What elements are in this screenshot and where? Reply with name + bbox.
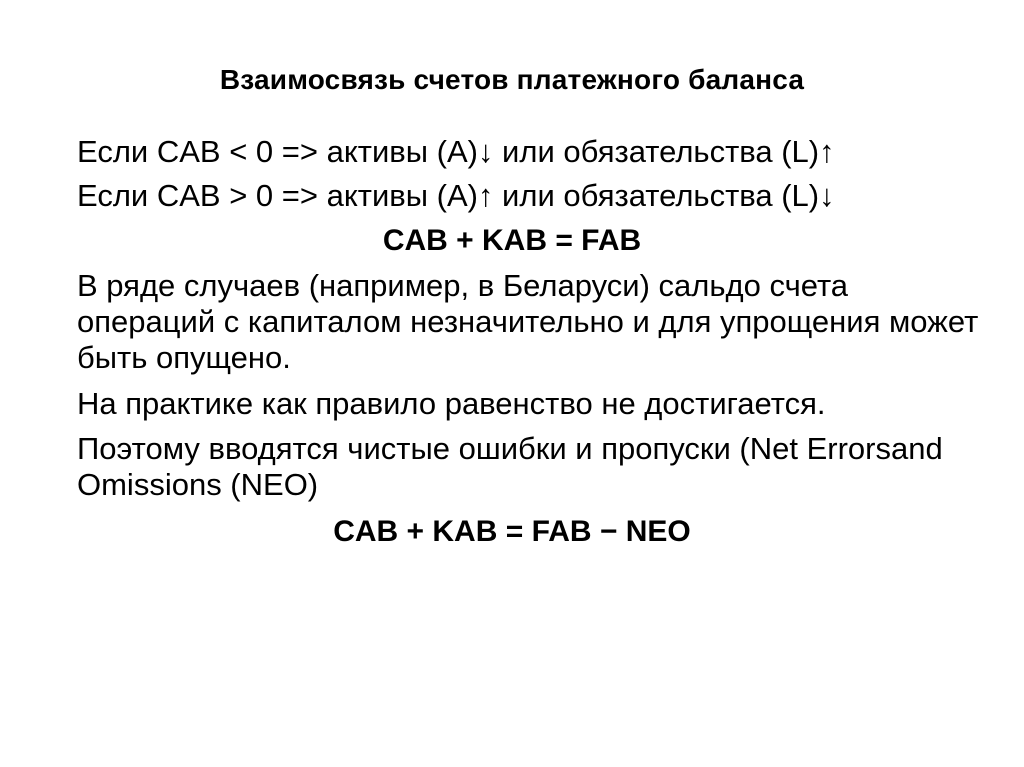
formula-balance-neo: CAB + KAB = FAB − NEO [333, 515, 691, 548]
paragraph-capital-account: В ряде случаев (например, в Беларуси) сальдо счета операций с капиталом незначительно и для упрощения может быть опущено. [77, 268, 979, 375]
formula-balance: CAB + KAB = FAB [382, 224, 642, 257]
paragraph-neo: Поэтому вводятся чистые ошибки и пропуски (Net Errorsand Omissions (NEO) [77, 431, 943, 502]
text-line-cab-negative: Если CAB < 0 => активы (A)↓ или обязательства (L)↑ [77, 134, 835, 169]
paragraph-practice: На практике как правило равенство не достигается. [77, 386, 826, 421]
slide-title: Взаимосвязь счетов платежного баланса [219, 64, 805, 95]
text-line-cab-positive: Если CAB > 0 => активы (A)↑ или обязательства (L)↓ [77, 178, 835, 213]
